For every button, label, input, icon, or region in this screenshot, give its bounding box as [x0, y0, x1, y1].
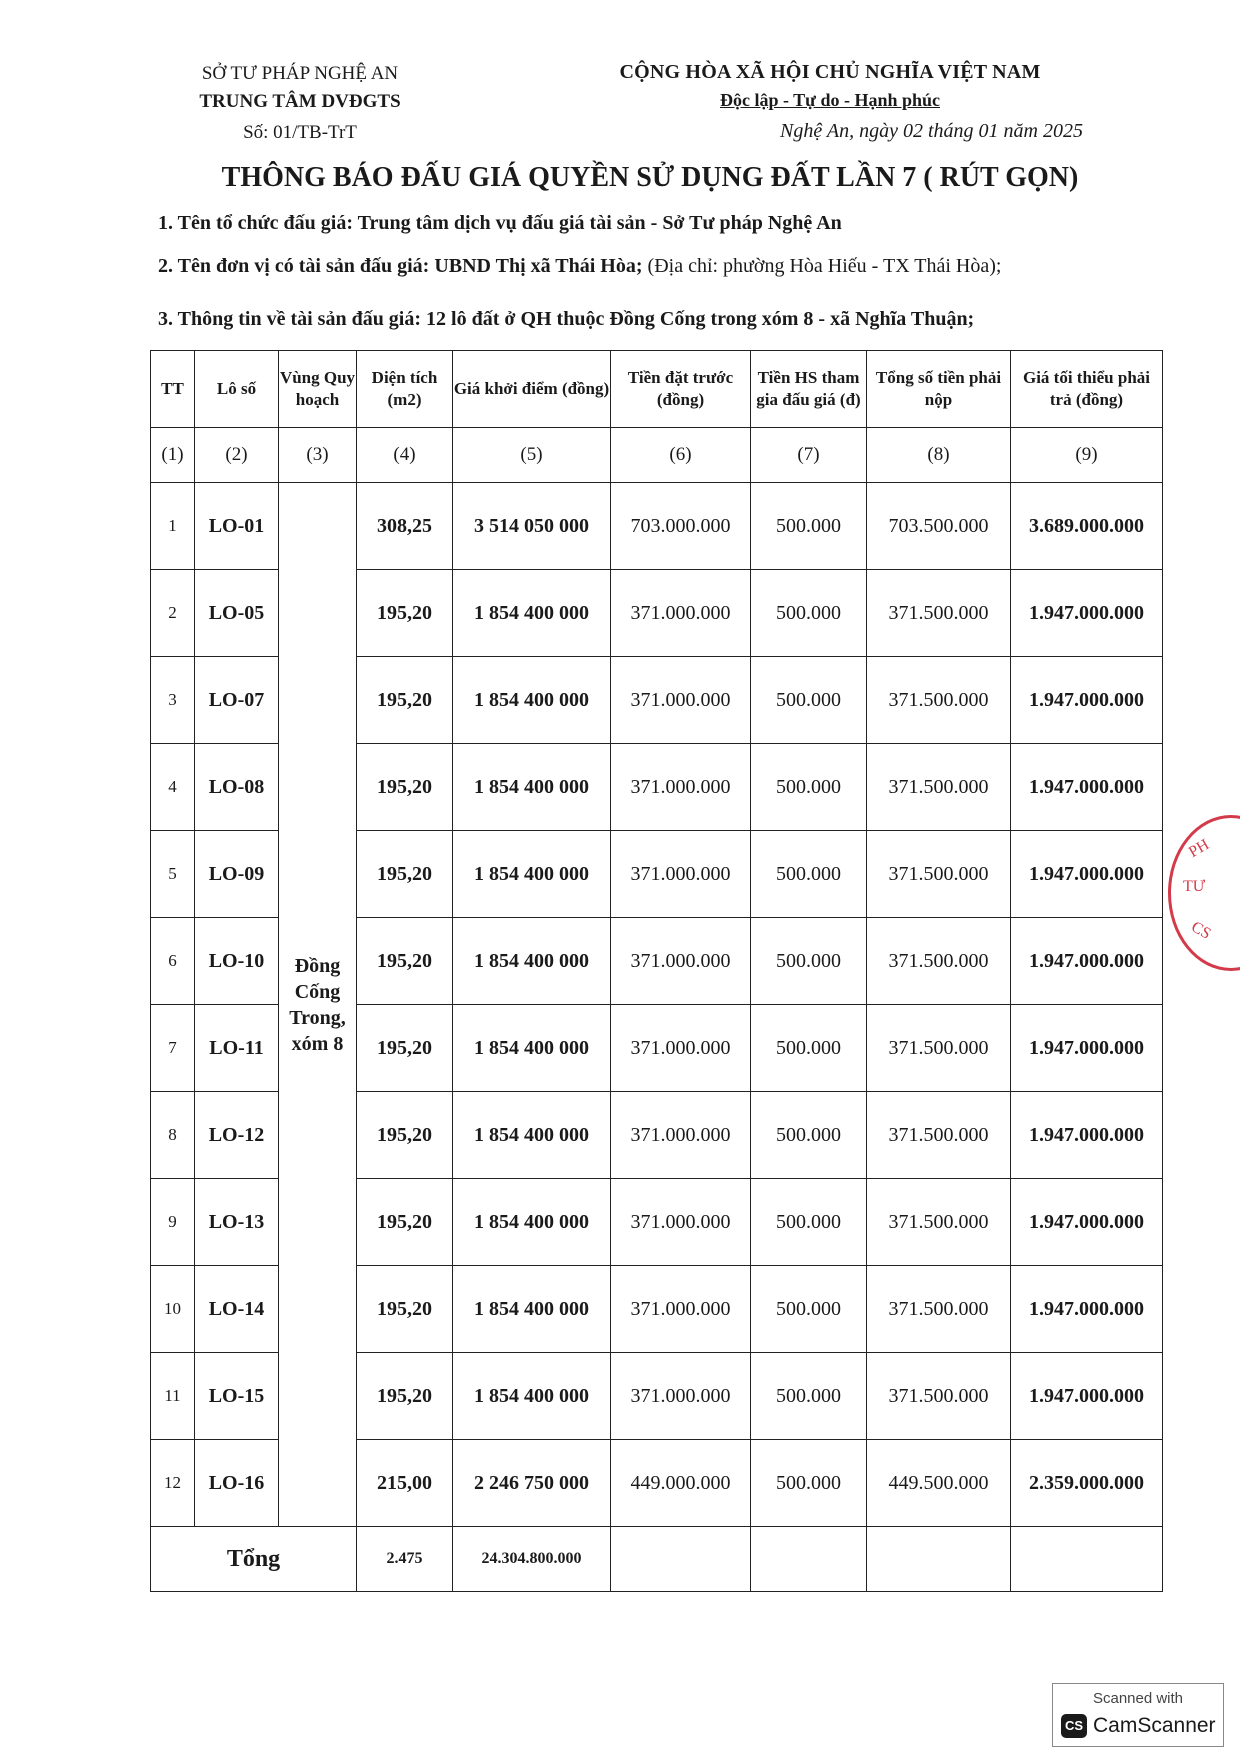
- lot-code-cell: LO-07: [195, 657, 279, 744]
- table-header-row: [151, 351, 1163, 428]
- total-payable-cell: 371.500.000: [867, 1266, 1011, 1353]
- deposit-cell: 371.000.000: [611, 744, 751, 831]
- lot-number-cell: 1: [151, 483, 195, 570]
- camscanner-watermark: [1052, 1683, 1224, 1747]
- fee-cell: 500.000: [751, 1353, 867, 1440]
- lot-number-cell: 8: [151, 1092, 195, 1179]
- total-payable-cell: 371.500.000: [867, 831, 1011, 918]
- start-price-cell: 2 246 750 000: [453, 1440, 611, 1527]
- deposit-cell: 371.000.000: [611, 1266, 751, 1353]
- total-start-price: 24.304.800.000: [453, 1527, 611, 1592]
- lot-number-cell: 4: [151, 744, 195, 831]
- lot-code-cell: LO-13: [195, 1179, 279, 1266]
- info-line-1-value: Trung tâm dịch vụ đấu giá tài sản - Sở Tư pháp Nghệ An: [357, 212, 842, 234]
- table-body: [151, 483, 1163, 1527]
- total-payable-cell: 371.500.000: [867, 1092, 1011, 1179]
- info-line-3: 3. Thông tin về tài sản đấu giá: 12 lô đất ở QH thuộc Đồng Cống trong xóm 8 - xã Nghĩa Thuận;: [158, 308, 975, 330]
- area-cell: 195,20: [357, 1353, 453, 1440]
- min-price-cell: 1.947.000.000: [1011, 1092, 1163, 1179]
- deposit-cell: 371.000.000: [611, 657, 751, 744]
- lot-code-cell: LO-11: [195, 1005, 279, 1092]
- total-payable-cell: 371.500.000: [867, 1005, 1011, 1092]
- lot-code-cell: LO-16: [195, 1440, 279, 1527]
- column-header: Giá tối thiểu phải trả (đồng): [1011, 351, 1163, 428]
- fee-cell: 500.000: [751, 657, 867, 744]
- min-price-cell: 1.947.000.000: [1011, 1005, 1163, 1092]
- column-number: (1): [151, 428, 195, 483]
- lot-number-cell: 12: [151, 1440, 195, 1527]
- area-cell: 195,20: [357, 918, 453, 1005]
- column-number: (6): [611, 428, 751, 483]
- fee-cell: 500.000: [751, 831, 867, 918]
- column-number: (5): [453, 428, 611, 483]
- national-heading: [560, 58, 1100, 114]
- area-cell: 215,00: [357, 1440, 453, 1527]
- fee-cell: 500.000: [751, 1092, 867, 1179]
- camscanner-name: CamScanner: [1093, 1714, 1216, 1737]
- place-date: Nghệ An, ngày 02 tháng 01 năm 2025: [780, 120, 1083, 142]
- info-line-1: [158, 212, 842, 235]
- start-price-cell: 3 514 050 000: [453, 483, 611, 570]
- deposit-cell: 703.000.000: [611, 483, 751, 570]
- total-label: Tổng: [151, 1527, 357, 1592]
- lot-code-cell: LO-09: [195, 831, 279, 918]
- total-payable-cell: 703.500.000: [867, 483, 1011, 570]
- deposit-cell: 371.000.000: [611, 570, 751, 657]
- column-header: Tiền HS tham gia đấu giá (đ): [751, 351, 867, 428]
- column-number: (3): [279, 428, 357, 483]
- total-payable-cell: 449.500.000: [867, 1440, 1011, 1527]
- column-header: Giá khởi điểm (đồng): [453, 351, 611, 428]
- total-payable-cell: 371.500.000: [867, 918, 1011, 1005]
- total-payable-cell: 371.500.000: [867, 1353, 1011, 1440]
- column-header: Vùng Quy hoạch: [279, 351, 357, 428]
- fee-cell: 500.000: [751, 918, 867, 1005]
- area-cell: 195,20: [357, 657, 453, 744]
- fee-cell: 500.000: [751, 1179, 867, 1266]
- planning-region-cell: Đồng Cống Trong, xóm 8: [279, 483, 357, 1527]
- min-price-cell: 1.947.000.000: [1011, 744, 1163, 831]
- area-cell: 308,25: [357, 483, 453, 570]
- deposit-cell: 449.000.000: [611, 1440, 751, 1527]
- min-price-cell: 1.947.000.000: [1011, 1353, 1163, 1440]
- camscanner-caption: Scanned with: [1092, 1690, 1184, 1707]
- min-price-cell: 3.689.000.000: [1011, 483, 1163, 570]
- lot-code-cell: LO-05: [195, 570, 279, 657]
- total-area: 2.475: [357, 1527, 453, 1592]
- lot-code-cell: LO-01: [195, 483, 279, 570]
- column-header: TT: [151, 351, 195, 428]
- deposit-cell: 371.000.000: [611, 1353, 751, 1440]
- min-price-cell: 1.947.000.000: [1011, 1266, 1163, 1353]
- total-payable-cell: 371.500.000: [867, 744, 1011, 831]
- area-cell: 195,20: [357, 1266, 453, 1353]
- info-line-2: [158, 255, 1001, 278]
- lot-code-cell: LO-12: [195, 1092, 279, 1179]
- nation-name: CỘNG HÒA XÃ HỘI CHỦ NGHĨA VIỆT NAM: [619, 61, 1041, 83]
- min-price-cell: 1.947.000.000: [1011, 831, 1163, 918]
- empty-cell: [1011, 1527, 1163, 1592]
- lot-code-cell: LO-14: [195, 1266, 279, 1353]
- area-cell: 195,20: [357, 1179, 453, 1266]
- min-price-cell: 1.947.000.000: [1011, 1179, 1163, 1266]
- min-price-cell: 2.359.000.000: [1011, 1440, 1163, 1527]
- start-price-cell: 1 854 400 000: [453, 657, 611, 744]
- column-number: (7): [751, 428, 867, 483]
- lot-code-cell: LO-15: [195, 1353, 279, 1440]
- empty-cell: [611, 1527, 751, 1592]
- min-price-cell: 1.947.000.000: [1011, 657, 1163, 744]
- deposit-cell: 371.000.000: [611, 918, 751, 1005]
- start-price-cell: 1 854 400 000: [453, 1005, 611, 1092]
- min-price-cell: 1.947.000.000: [1011, 918, 1163, 1005]
- total-payable-cell: 371.500.000: [867, 1179, 1011, 1266]
- lot-number-cell: 6: [151, 918, 195, 1005]
- red-seal-stamp: PH TƯ CS: [1168, 815, 1240, 971]
- start-price-cell: 1 854 400 000: [453, 1179, 611, 1266]
- column-header: Tổng số tiền phải nộp: [867, 351, 1011, 428]
- start-price-cell: 1 854 400 000: [453, 570, 611, 657]
- deposit-cell: 371.000.000: [611, 1005, 751, 1092]
- area-cell: 195,20: [357, 744, 453, 831]
- column-header: Lô số: [195, 351, 279, 428]
- fee-cell: 500.000: [751, 1440, 867, 1527]
- area-cell: 195,20: [357, 1005, 453, 1092]
- start-price-cell: 1 854 400 000: [453, 1266, 611, 1353]
- org-line-2: TRUNG TÂM DVĐGTS: [199, 91, 401, 112]
- total-payable-cell: 371.500.000: [867, 570, 1011, 657]
- start-price-cell: 1 854 400 000: [453, 1092, 611, 1179]
- auction-lots-table: [150, 350, 1163, 1592]
- national-motto: Độc lập - Tự do - Hạnh phúc: [719, 90, 941, 110]
- total-payable-cell: 371.500.000: [867, 657, 1011, 744]
- lot-code-cell: LO-10: [195, 918, 279, 1005]
- lot-number-cell: 10: [151, 1266, 195, 1353]
- info-line-1-label: 1. Tên tổ chức đấu giá:: [158, 212, 353, 234]
- empty-cell: [867, 1527, 1011, 1592]
- lot-number-cell: 2: [151, 570, 195, 657]
- fee-cell: 500.000: [751, 483, 867, 570]
- column-number: (8): [867, 428, 1011, 483]
- lot-number-cell: 9: [151, 1179, 195, 1266]
- column-number-row: [151, 428, 1163, 483]
- fee-cell: 500.000: [751, 1005, 867, 1092]
- area-cell: 195,20: [357, 1092, 453, 1179]
- start-price-cell: 1 854 400 000: [453, 831, 611, 918]
- issuing-org: [150, 60, 450, 116]
- lot-number-cell: 11: [151, 1353, 195, 1440]
- column-header: Tiền đặt trước (đồng): [611, 351, 751, 428]
- column-number: (9): [1011, 428, 1163, 483]
- document-number: Số: 01/TB-TrT: [243, 122, 357, 143]
- info-line-2-label: 2. Tên đơn vị có tài sản đấu giá: UBND Thị xã Thái Hòa;: [158, 255, 643, 277]
- start-price-cell: 1 854 400 000: [453, 1353, 611, 1440]
- column-header: Diện tích (m2): [357, 351, 453, 428]
- fee-cell: 500.000: [751, 1266, 867, 1353]
- table-row: [151, 483, 1163, 570]
- min-price-cell: 1.947.000.000: [1011, 570, 1163, 657]
- document-title: THÔNG BÁO ĐẤU GIÁ QUYỀN SỬ DỤNG ĐẤT LẦN 7 ( RÚT GỌN): [221, 162, 1079, 193]
- camscanner-icon: CS: [1061, 1714, 1087, 1738]
- lot-code-cell: LO-08: [195, 744, 279, 831]
- lot-number-cell: 7: [151, 1005, 195, 1092]
- area-cell: 195,20: [357, 570, 453, 657]
- column-number: (4): [357, 428, 453, 483]
- info-line-2-value: (Địa chỉ: phường Hòa Hiếu - TX Thái Hòa);: [647, 255, 1002, 277]
- lot-number-cell: 5: [151, 831, 195, 918]
- start-price-cell: 1 854 400 000: [453, 744, 611, 831]
- start-price-cell: 1 854 400 000: [453, 918, 611, 1005]
- area-cell: 195,20: [357, 831, 453, 918]
- org-line-1: SỞ TƯ PHÁP NGHỆ AN: [201, 63, 399, 84]
- deposit-cell: 371.000.000: [611, 831, 751, 918]
- empty-cell: [751, 1527, 867, 1592]
- column-number: (2): [195, 428, 279, 483]
- deposit-cell: 371.000.000: [611, 1179, 751, 1266]
- deposit-cell: 371.000.000: [611, 1092, 751, 1179]
- fee-cell: 500.000: [751, 570, 867, 657]
- lot-number-cell: 3: [151, 657, 195, 744]
- fee-cell: 500.000: [751, 744, 867, 831]
- total-row: [151, 1527, 1163, 1592]
